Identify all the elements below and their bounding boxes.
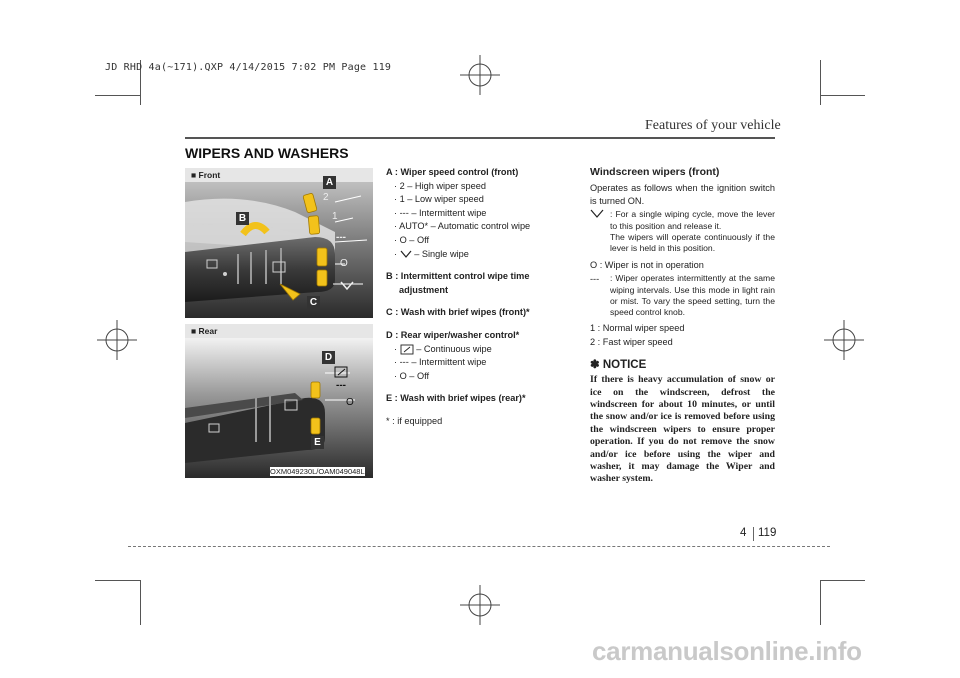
- intermittent-key: ---: [590, 274, 600, 285]
- marker-e-label: E: [314, 437, 321, 448]
- crop-mark: [95, 95, 140, 96]
- notice-text: If there is heavy accumulation of snow or ice on the windscreen, defrost the windscreen for about 10 minutes, or until the snow and/or ice is removed before using the windscreen wipers to ensure proper operation. If you do not remove the snow and/or ice before using the wiper and washer, it may damage the Wiper and washer system.: [590, 374, 775, 485]
- rear-wiper-photo: [185, 338, 373, 478]
- crop-mark: [95, 580, 140, 581]
- single-wipe-text: – Single wipe: [414, 248, 469, 259]
- off-line: O : Wiper is not in operation: [590, 259, 704, 270]
- crop-mark: [820, 95, 865, 96]
- controls-legend: [386, 166, 561, 429]
- crop-mark: [140, 580, 141, 625]
- single-wipe-icon: [400, 250, 412, 258]
- single-wipe-row: [590, 209, 775, 255]
- registration-mark-bottom: [460, 585, 500, 625]
- control-d-title: D : Rear wiper/washer control*: [386, 329, 520, 340]
- single-wipe-icon: [340, 281, 354, 291]
- windscreen-section: [590, 166, 775, 486]
- rear-marker-off: O: [346, 397, 354, 408]
- crop-mark: [820, 60, 821, 105]
- page-heading: WIPERS AND WASHERS: [185, 145, 349, 161]
- footnote: * : if equipped: [386, 415, 443, 426]
- single-wipe-desc: : For a single wiping cycle, move the lever to this position and release it.: [610, 209, 775, 231]
- control-a-item: · 1 – Low wiper speed: [394, 194, 484, 205]
- header-rule: [185, 137, 775, 139]
- crop-mark: [820, 580, 865, 581]
- page-number: 119: [758, 527, 777, 539]
- control-a-title: A : Wiper speed control (front): [386, 167, 519, 177]
- marker-off: O: [340, 258, 348, 269]
- control-a-item-single: · – Single wipe: [394, 248, 469, 259]
- rear-continuous-wipe-icon: [400, 344, 414, 355]
- single-wipe-desc-2: The wipers will operate continuously if the lever is held in this position.: [610, 232, 775, 254]
- page-number-separator: [753, 527, 754, 541]
- crop-mark: [820, 580, 821, 625]
- control-d-item: · O – Off: [394, 370, 430, 381]
- control-b-title: B : Intermittent control wipe time: [386, 271, 530, 282]
- section-title: Features of your vehicle: [645, 118, 781, 133]
- marker-1: 1: [332, 211, 338, 222]
- low-speed-line: 1 : Normal wiper speed: [590, 322, 685, 333]
- marker-c-label: C: [309, 297, 318, 308]
- image-code: OXM049230L/OAM049048L: [270, 467, 365, 476]
- windscreen-title: Windscreen wipers (front): [590, 166, 720, 178]
- notice-title: ✽ NOTICE: [590, 358, 647, 371]
- continuous-wipe-text: – Continuous wipe: [416, 343, 492, 354]
- marker-2: 2: [323, 192, 329, 203]
- control-b-title-cont: adjustment: [399, 284, 449, 295]
- footer-dotted-rule: [128, 546, 830, 547]
- control-a-item: · AUTO* – Automatic control wipe: [394, 221, 531, 232]
- intermittent-desc: : Wiper operates intermittently at the same wiping intervals. Use this mode in light rain or mist. To vary the speed setting, turn the speed control knob.: [610, 273, 775, 318]
- registration-mark-left: [97, 320, 137, 360]
- marker-a-label: A: [325, 177, 334, 188]
- windscreen-intro: Operates as follows when the ignition switch is turned ON.: [590, 183, 775, 206]
- watermark: carmanualsonline.info: [592, 636, 862, 666]
- high-speed-line: 2 : Fast wiper speed: [590, 337, 673, 348]
- registration-mark-right: [824, 320, 864, 360]
- control-c-title: C : Wash with brief wipes (front)*: [386, 307, 530, 318]
- marker-b-label: B: [238, 213, 247, 224]
- control-a-item: · O – Off: [394, 234, 430, 245]
- single-wipe-icon: [590, 209, 604, 218]
- registration-mark-top: [460, 55, 500, 95]
- marker-d-label: D: [324, 352, 333, 363]
- control-a-item: · 2 – High wiper speed: [394, 180, 486, 191]
- rear-figure-label: ■ Rear: [191, 326, 218, 336]
- control-d-item: · --- – Intermittent wipe: [394, 357, 487, 368]
- control-a-item: · --- – Intermittent wipe: [394, 207, 487, 218]
- front-figure-label: ■ Front: [191, 170, 221, 180]
- control-e-title: E : Wash with brief wipes (rear)*: [386, 393, 526, 404]
- chapter-number: 4: [740, 527, 747, 539]
- marker-int: ---: [336, 232, 346, 243]
- file-header: JD RHD 4a(~171).QXP 4/14/2015 7:02 PM Page 119: [105, 62, 392, 73]
- rear-continuous-wipe-icon: [334, 366, 348, 378]
- control-d-item-continuous: · – Continuous wipe: [394, 343, 492, 354]
- front-wiper-photo: [185, 182, 373, 318]
- intermittent-row: [590, 273, 775, 319]
- rear-marker-int: ---: [336, 380, 346, 391]
